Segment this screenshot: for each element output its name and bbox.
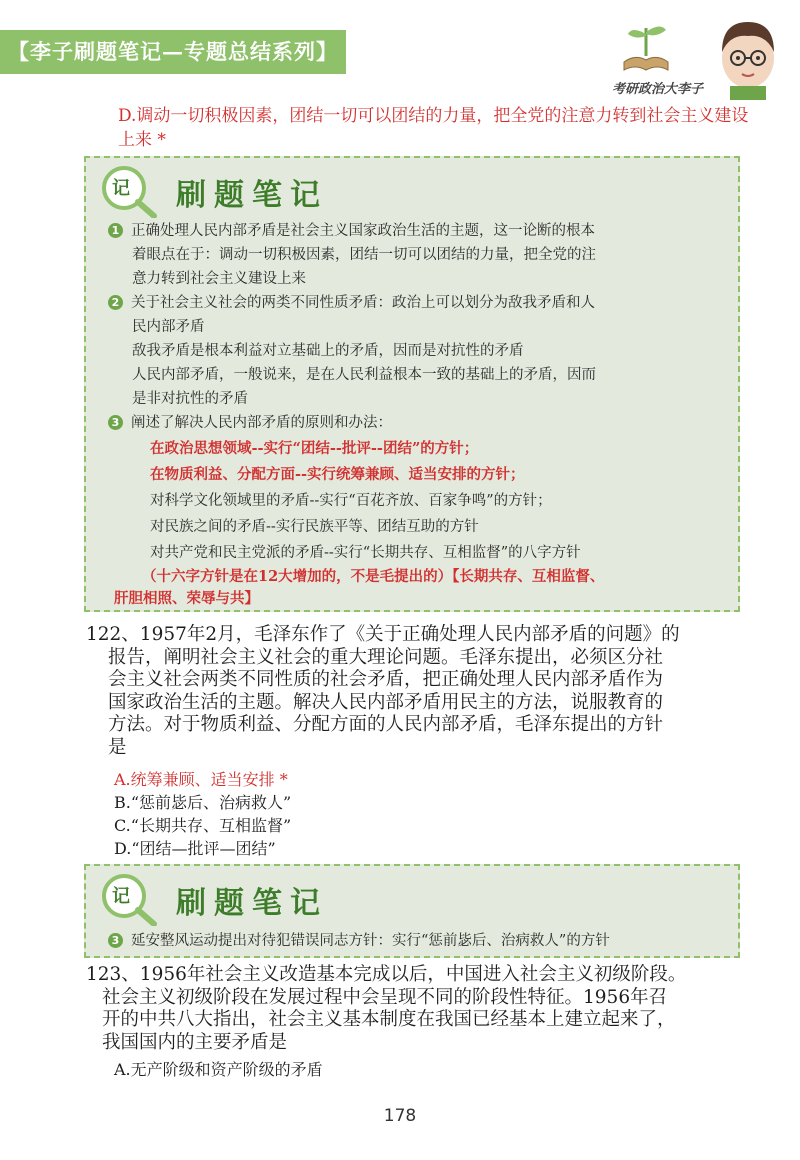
logo-text: 考研政治大李子 xyxy=(612,82,704,97)
note-badge: 记 xyxy=(112,886,130,907)
note-line: 民内部矛盾 xyxy=(132,319,205,335)
note-line-highlight: 在物质利益、分配方面--实行统筹兼顾、适当安排的方针； xyxy=(150,466,525,483)
magnifier-note-icon xyxy=(94,870,166,926)
question-line: 报告，阐明社会主义社会的重大理论问题。毛泽东提出，必须区分社 xyxy=(108,646,664,668)
note-line: 对民族之间的矛盾--实行民族平等、团结互助的方针 xyxy=(150,519,479,535)
option-d: D.“团结—批评—团结” xyxy=(114,839,276,858)
note-title: 刷题笔记 xyxy=(176,886,328,921)
note-line-highlight: 肝胆相照、荣辱与共】 xyxy=(114,590,259,607)
option-c: C.“长期共存、互相监督” xyxy=(114,816,292,835)
note-line: 人民内部矛盾，一般说来，是在人民利益根本一致的基础上的矛盾，因而 xyxy=(132,367,596,383)
option-a: A.无产阶级和资产阶级的矛盾 xyxy=(114,1060,323,1079)
option-a-correct: A.统筹兼顾、适当安排 * xyxy=(114,770,288,789)
number-badge: 1 xyxy=(108,223,123,238)
number-badge: 3 xyxy=(108,415,123,430)
note-line: 1 正确处理人民内部矛盾是社会主义国家政治生活的主题，这一论断的根本 xyxy=(108,220,595,242)
question-line: 123、1956年社会主义改造基本完成以后，中国进入社会主义初级阶段。 xyxy=(86,964,687,985)
note-line: 3 延安整风运动提出对待犯错误同志方针：实行“惩前毖后、治病救人”的方针 xyxy=(108,930,610,952)
question-line: 会主义社会两类不同性质的社会矛盾，把正确处理人民内部矛盾作为 xyxy=(108,669,664,690)
note-line-highlight: 在政治思想领域--实行“团结--批评--团结”的方针； xyxy=(150,440,479,457)
question-line: 开的中共八大指出，社会主义基本制度在我国已经基本上建立起来了， xyxy=(102,1009,676,1030)
logo xyxy=(606,14,786,100)
option-b: B.“惩前毖后、治病救人” xyxy=(114,793,292,812)
question-122 xyxy=(86,624,740,759)
note-line: 对科学文化领域里的矛盾--实行“百花齐放、百家争鸣”的方针； xyxy=(150,493,552,509)
number-badge: 3 xyxy=(108,933,123,948)
question-122-options xyxy=(114,768,291,860)
question-line: 社会主义初级阶段在发展过程中会呈现不同的阶段性特征。1956年召 xyxy=(102,986,668,1008)
question-line: 是 xyxy=(108,736,127,758)
question-123-options xyxy=(114,1058,323,1081)
note-line: 意力转到社会主义建设上来 xyxy=(132,271,306,287)
note-title: 刷题笔记 xyxy=(176,178,328,213)
note-header xyxy=(94,162,328,218)
header-banner xyxy=(0,30,346,74)
note-line: 2 关于社会主义社会的两类不同性质矛盾：政治上可以划分为敌我矛盾和人 xyxy=(108,292,595,314)
page-number: 178 xyxy=(383,1106,417,1126)
top-option-answer: D.调动一切积极因素，团结一切可以团结的力量，把全党的注意力转到社会主义建设上来 * xyxy=(118,106,749,150)
note-line: 是非对抗性的矛盾 xyxy=(132,391,248,407)
magnifier-note-icon xyxy=(94,162,166,218)
question-line: 国家政治生活的主题。解决人民内部矛盾用民主的方法，说服教育的 xyxy=(108,691,664,713)
question-line: 122、1957年2月，毛泽东作了《关于正确处理人民内部矛盾的问题》的 xyxy=(86,624,680,645)
header-title: 【李子刷题笔记—专题总结系列】 xyxy=(8,39,338,64)
note-line: 着眼点在于：调动一切积极因素，团结一切可以团结的力量，把全党的注 xyxy=(132,247,596,263)
note-header xyxy=(94,870,328,926)
question-line: 我国国内的主要矛盾是 xyxy=(102,1031,288,1053)
note-line: 对共产党和民主党派的矛盾--实行“长期共存、互相监督”的八字方针 xyxy=(150,545,581,561)
number-badge: 2 xyxy=(108,295,123,310)
note-line: 敌我矛盾是根本利益对立基础上的矛盾，因而是对抗性的矛盾 xyxy=(132,343,524,359)
note-line: 3 阐述了解决人民内部矛盾的原则和办法： xyxy=(108,412,392,434)
question-line: 方法。对于物质利益、分配方面的人民内部矛盾，毛泽东提出的方针 xyxy=(108,714,664,735)
question-123 xyxy=(86,964,740,1054)
note-badge: 记 xyxy=(112,178,130,199)
note-box-2 xyxy=(84,864,740,958)
note-box-1 xyxy=(84,156,740,612)
note-line-highlight: （十六字方针是在12大增加的，不是毛提出的）【长期共存、互相监督、 xyxy=(142,568,605,585)
